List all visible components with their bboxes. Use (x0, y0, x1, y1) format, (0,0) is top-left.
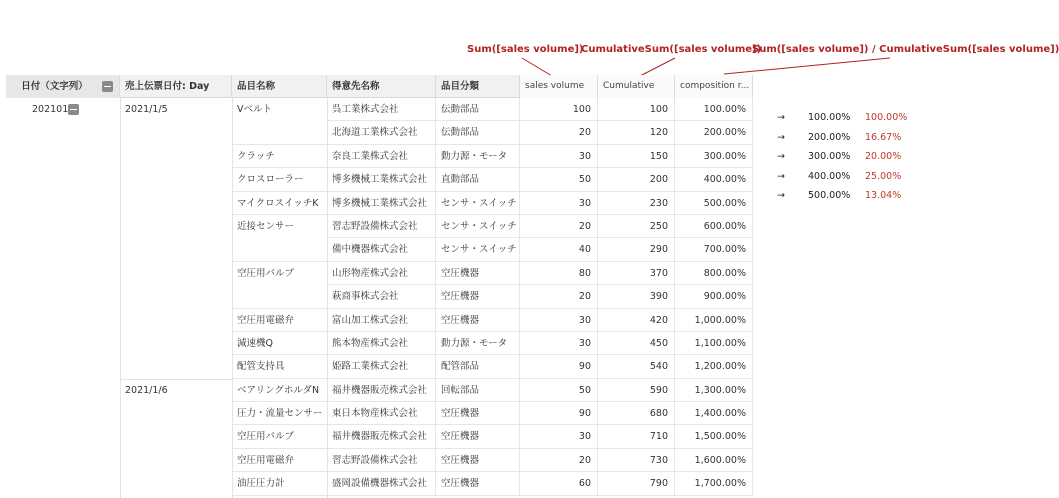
date-group-cell (6, 98, 120, 121)
category-cell: 空圧機器 (436, 472, 520, 495)
customer-cell: 習志野設備株式会社 (327, 215, 436, 238)
collapse-group-icon[interactable] (68, 104, 79, 115)
date-group-cell (6, 262, 120, 285)
day-cell (120, 355, 232, 378)
date-group-cell (6, 379, 120, 402)
cumulative-cell: 790 (598, 472, 675, 495)
category-cell: 伝動部品 (436, 121, 520, 144)
composition-cell: 1,000.00% (675, 309, 753, 332)
day-group-separator (120, 379, 232, 380)
composition-cell: 1,100.00% (675, 332, 753, 355)
cumulative-cell: 680 (598, 402, 675, 425)
day-cell (120, 192, 232, 215)
customer-cell: 熊本物産株式会社 (327, 332, 436, 355)
day-cell (120, 425, 232, 448)
actual-composition: 400.00% (808, 170, 851, 182)
composition-cell: 600.00% (675, 215, 753, 238)
sales-volume-cell: 50 (520, 168, 598, 191)
cumulative-cell: 450 (598, 332, 675, 355)
cumulative-cell: 200 (598, 168, 675, 191)
category-cell: 直動部品 (436, 168, 520, 191)
table-row (6, 425, 753, 448)
date-group-cell (6, 449, 120, 472)
customer-cell: 東日本物産株式会社 (327, 402, 436, 425)
day-cell (120, 449, 232, 472)
sales-volume-cell: 30 (520, 332, 598, 355)
header-day[interactable]: 売上伝票日付: Day (120, 75, 232, 98)
item-cell: 配管支持具 (232, 355, 327, 378)
day-cell (120, 168, 232, 191)
item-cell: 空圧用電磁弁 (232, 309, 327, 332)
pivot-table (6, 75, 753, 496)
cumulative-cell: 420 (598, 309, 675, 332)
date-group-cell (6, 145, 120, 168)
customer-cell: 習志野設備株式会社 (327, 449, 436, 472)
expected-composition: 100.00% (865, 112, 908, 123)
composition-cell: 1,700.00% (675, 472, 753, 495)
composition-cell: 1,500.00% (675, 425, 753, 448)
cumulative-cell: 540 (598, 355, 675, 378)
category-cell: 回転部品 (436, 379, 520, 402)
category-cell: 動力源・モータ (436, 332, 520, 355)
customer-cell: 博多機械工業株式会社 (327, 192, 436, 215)
cumulative-cell: 730 (598, 449, 675, 472)
expected-composition: 20.00% (865, 151, 902, 162)
category-cell: 配管部品 (436, 355, 520, 378)
header-date-label: 日付（文字列） (21, 81, 88, 92)
date-group-cell (6, 215, 120, 238)
sales-volume-cell: 30 (520, 192, 598, 215)
table-row (6, 449, 753, 472)
cumulative-cell: 230 (598, 192, 675, 215)
header-category[interactable]: 品目分類 (436, 75, 520, 98)
sales-volume-cell: 80 (520, 262, 598, 285)
customer-cell: 萩商事株式会社 (327, 285, 436, 308)
table-row (6, 192, 753, 215)
category-cell: 空圧機器 (436, 449, 520, 472)
sales-volume-cell: 40 (520, 238, 598, 261)
header-customer[interactable]: 得意先名称 (327, 75, 436, 98)
header-item[interactable]: 品目名称 (232, 75, 327, 98)
item-cell: Vベルト (237, 104, 272, 115)
cumulative-cell: 120 (598, 121, 675, 144)
header-date[interactable] (6, 75, 120, 98)
cumulative-cell: 370 (598, 262, 675, 285)
table-row (6, 309, 753, 332)
table-row (6, 215, 753, 238)
cumulative-cell: 250 (598, 215, 675, 238)
date-group-label: 202101 (32, 104, 69, 115)
customer-cell: 福井機器販売株式会社 (327, 425, 436, 448)
day-cell (120, 309, 232, 332)
cumulative-cell: 710 (598, 425, 675, 448)
sales-volume-cell: 20 (520, 215, 598, 238)
day-cell (120, 472, 232, 495)
customer-cell: 盛岡設備機器株式会社 (327, 472, 436, 495)
annotation-ratio: Sum([sales volume]) / CumulativeSum([sales volume]) (752, 44, 1059, 55)
annotation-sum: Sum([sales volume]) (467, 44, 584, 55)
table-row (6, 145, 753, 168)
category-cell: センサ・スイッチ (436, 192, 520, 215)
date-group-cell (6, 332, 120, 355)
item-cell: クラッチ (232, 145, 327, 168)
composition-cell: 1,400.00% (675, 402, 753, 425)
table-row (6, 262, 753, 285)
sales-volume-cell: 30 (520, 425, 598, 448)
sales-volume-cell: 50 (520, 379, 598, 402)
item-cell: 油圧圧力計 (232, 472, 327, 495)
customer-cell: 福井機器販売株式会社 (327, 379, 436, 402)
customer-cell: 呉工業株式会社 (327, 98, 436, 121)
date-group-cell (6, 168, 120, 191)
composition-cell: 1,300.00% (675, 379, 753, 402)
table-row (6, 98, 753, 121)
category-cell: 空圧機器 (436, 402, 520, 425)
cumulative-cell: 390 (598, 285, 675, 308)
category-cell: 空圧機器 (436, 262, 520, 285)
sales-volume-cell: 90 (520, 355, 598, 378)
item-column-divider (327, 98, 328, 498)
day-cell (120, 238, 232, 261)
day-cell (120, 332, 232, 355)
category-cell: 伝動部品 (436, 98, 520, 121)
item-cell: 空圧用バルブ (232, 425, 327, 448)
date-group-cell (6, 285, 120, 308)
item-cell: 圧力・流量センサー (232, 402, 327, 425)
composition-cell: 500.00% (675, 192, 753, 215)
table-row (6, 238, 753, 261)
cumulative-cell: 100 (598, 98, 675, 121)
composition-cell: 400.00% (675, 168, 753, 191)
customer-cell: 山形物産株式会社 (327, 262, 436, 285)
cumulative-cell: 290 (598, 238, 675, 261)
table-row (6, 402, 753, 425)
composition-cell: 700.00% (675, 238, 753, 261)
sales-volume-cell: 20 (520, 121, 598, 144)
table-row (6, 472, 753, 495)
composition-cell: 800.00% (675, 262, 753, 285)
arrow-right-icon: → (777, 112, 785, 123)
customer-cell: 備中機器株式会社 (327, 238, 436, 261)
composition-cell: 1,600.00% (675, 449, 753, 472)
day-cell (120, 262, 232, 285)
item-cell (232, 238, 327, 261)
header-sales-volume[interactable]: sales volume (520, 75, 598, 98)
table-row (6, 168, 753, 191)
table-row (6, 332, 753, 355)
header-composition[interactable]: composition r... (675, 75, 753, 98)
table-body (6, 98, 753, 496)
category-cell: 空圧機器 (436, 425, 520, 448)
day-cell: 2021/1/6 (125, 384, 168, 396)
actual-composition: 100.00% (808, 112, 851, 123)
sales-volume-cell: 30 (520, 145, 598, 168)
customer-cell: 富山加工株式会社 (327, 309, 436, 332)
table-row (6, 121, 753, 144)
sales-volume-cell: 60 (520, 472, 598, 495)
collapse-date-icon[interactable] (102, 81, 113, 92)
sales-volume-cell: 100 (520, 98, 598, 121)
expected-composition: 16.67% (865, 131, 902, 143)
table-row (6, 285, 753, 308)
composition-cell: 900.00% (675, 285, 753, 308)
day-cell: 2021/1/5 (125, 104, 168, 115)
date-group-cell (6, 472, 120, 495)
composition-cell: 100.00% (675, 98, 753, 121)
arrow-sum (522, 58, 552, 76)
item-cell: 空圧用バルブ (237, 267, 295, 279)
day-cell (120, 145, 232, 168)
item-cell: 空圧用電磁弁 (232, 449, 327, 472)
item-cell: 減速機Q (232, 332, 327, 355)
day-cell (120, 402, 232, 425)
day-cell (120, 285, 232, 308)
expected-composition: 13.04% (865, 190, 902, 201)
arrow-right-icon: → (777, 131, 785, 143)
category-cell: 空圧機器 (436, 309, 520, 332)
date-group-cell (6, 425, 120, 448)
category-cell: 空圧機器 (436, 285, 520, 308)
cumulative-cell: 590 (598, 379, 675, 402)
actual-composition: 300.00% (808, 151, 851, 162)
item-cell: クロスローラー (232, 168, 327, 191)
sales-volume-cell: 90 (520, 402, 598, 425)
customer-cell: 姫路工業株式会社 (327, 355, 436, 378)
item-cell (232, 121, 327, 144)
category-cell: センサ・スイッチ (436, 215, 520, 238)
table-header (6, 75, 753, 98)
item-cell (232, 285, 327, 308)
arrow-right-icon: → (777, 151, 785, 162)
customer-cell: 奈良工業株式会社 (327, 145, 436, 168)
table-row (6, 355, 753, 378)
date-group-cell (6, 355, 120, 378)
day-cell (120, 215, 232, 238)
day-cell (120, 121, 232, 144)
arrow-ratio (724, 58, 890, 74)
date-group-cell (6, 309, 120, 332)
table-row (6, 379, 753, 402)
date-group-cell (6, 121, 120, 144)
arrow-cumulative (640, 58, 675, 76)
sales-volume-cell: 20 (520, 449, 598, 472)
customer-cell: 北海道工業株式会社 (327, 121, 436, 144)
header-cumulative[interactable]: Cumulative (598, 75, 675, 98)
date-group-cell (6, 238, 120, 261)
expected-composition: 25.00% (865, 170, 902, 182)
category-cell: センサ・スイッチ (436, 238, 520, 261)
composition-cell: 300.00% (675, 145, 753, 168)
annotation-cumulative: CumulativeSum([sales volume]) (581, 44, 762, 55)
actual-composition: 500.00% (808, 190, 851, 201)
arrow-right-icon: → (777, 190, 785, 201)
cumulative-cell: 150 (598, 145, 675, 168)
composition-cell: 1,200.00% (675, 355, 753, 378)
sales-volume-cell: 20 (520, 285, 598, 308)
composition-cell: 200.00% (675, 121, 753, 144)
sales-volume-cell: 30 (520, 309, 598, 332)
customer-cell: 博多機械工業株式会社 (327, 168, 436, 191)
item-cell: マイクロスイッチK (232, 192, 327, 215)
date-group-cell (6, 402, 120, 425)
item-cell: 近接センサー (237, 220, 295, 232)
item-cell: ベアリングホルダN (232, 379, 327, 402)
date-group-cell (6, 192, 120, 215)
category-cell: 動力源・モータ (436, 145, 520, 168)
actual-composition: 200.00% (808, 131, 851, 143)
arrow-right-icon: → (777, 170, 785, 182)
